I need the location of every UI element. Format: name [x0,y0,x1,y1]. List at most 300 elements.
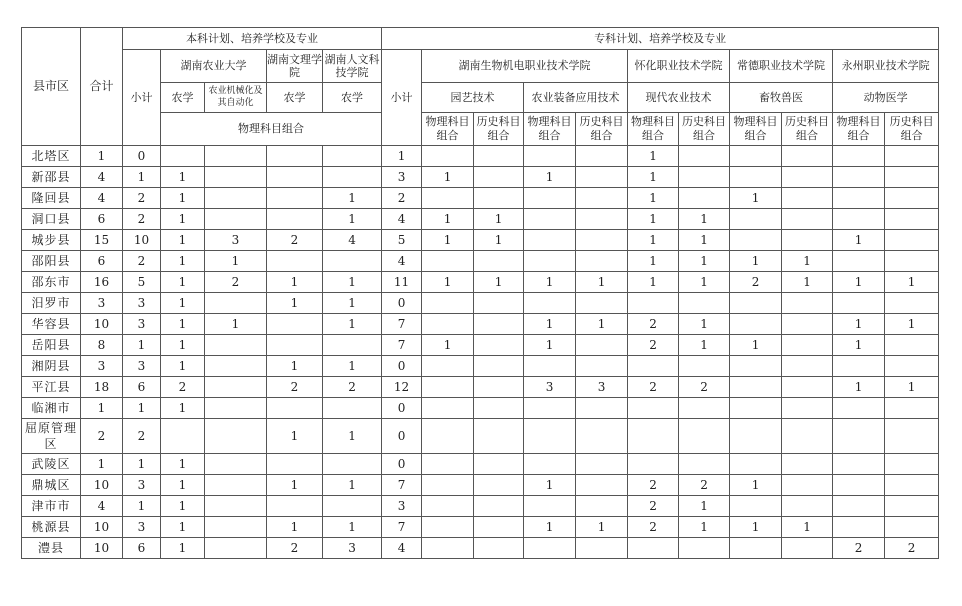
value-cell [885,167,939,188]
value-cell: 1 [885,314,939,335]
value-cell [205,377,267,398]
value-cell [474,356,524,377]
header-combo-hist: 历史科目组合 [885,113,939,146]
value-cell: 1 [323,314,382,335]
value-cell [782,209,833,230]
table-row [22,293,939,314]
value-cell: 5 [382,230,422,251]
value-cell [730,209,782,230]
value-cell: 3 [81,293,123,314]
value-cell [576,188,628,209]
value-cell: 1 [782,272,833,293]
value-cell [782,230,833,251]
value-cell [524,496,576,517]
header-major-zhuan: 园艺技术 [422,83,524,113]
value-cell: 1 [833,230,885,251]
value-cell: 6 [123,538,161,559]
value-cell: 1 [267,356,323,377]
county-cell: 洞口县 [22,209,81,230]
value-cell [474,335,524,356]
document-page [21,27,939,559]
value-cell: 1 [524,167,576,188]
value-cell [885,251,939,272]
header-major-ben: 农业机械化及其自动化 [205,83,267,113]
value-cell [422,356,474,377]
value-cell [323,335,382,356]
header-major-zhuan: 动物医学 [833,83,939,113]
value-cell: 1 [267,293,323,314]
value-cell [782,293,833,314]
value-cell [576,454,628,475]
value-cell: 1 [161,230,205,251]
value-cell [205,398,267,419]
value-cell [679,356,730,377]
header-major-ben: 农学 [323,83,382,113]
county-cell: 澧县 [22,538,81,559]
table-row [22,419,939,454]
value-cell: 7 [382,475,422,496]
value-cell [833,517,885,538]
value-cell [628,454,679,475]
value-cell: 3 [123,475,161,496]
value-cell: 1 [524,314,576,335]
value-cell: 1 [679,272,730,293]
value-cell: 4 [323,230,382,251]
value-cell: 6 [81,209,123,230]
value-cell: 1 [833,335,885,356]
value-cell [628,538,679,559]
value-cell [730,167,782,188]
value-cell [474,146,524,167]
value-cell: 1 [679,314,730,335]
value-cell: 1 [679,209,730,230]
county-cell: 汨罗市 [22,293,81,314]
value-cell [474,475,524,496]
value-cell [730,538,782,559]
value-cell [730,356,782,377]
value-cell [474,517,524,538]
value-cell [833,496,885,517]
value-cell [782,496,833,517]
table-row [22,230,939,251]
value-cell [782,398,833,419]
value-cell: 0 [382,398,422,419]
value-cell [885,356,939,377]
value-cell: 1 [628,230,679,251]
value-cell: 3 [524,377,576,398]
header-school-hhtc: 湖南人文科技学院 [323,50,382,83]
value-cell: 1 [267,475,323,496]
value-cell [205,454,267,475]
value-cell: 1 [474,272,524,293]
value-cell: 2 [833,538,885,559]
value-cell [422,496,474,517]
value-cell: 3 [576,377,628,398]
value-cell: 1 [524,517,576,538]
value-cell [524,538,576,559]
value-cell: 5 [123,272,161,293]
value-cell [267,209,323,230]
value-cell: 1 [323,293,382,314]
header-combo-phys: 物理科目组合 [524,113,576,146]
value-cell: 1 [161,167,205,188]
value-cell [422,517,474,538]
value-cell [474,454,524,475]
value-cell [524,293,576,314]
value-cell: 1 [161,538,205,559]
value-cell: 2 [123,251,161,272]
value-cell [679,167,730,188]
value-cell [323,251,382,272]
value-cell [576,538,628,559]
value-cell [205,293,267,314]
value-cell: 1 [628,251,679,272]
value-cell [885,209,939,230]
value-cell: 1 [161,496,205,517]
value-cell: 1 [161,314,205,335]
value-cell: 11 [382,272,422,293]
value-cell: 4 [382,538,422,559]
value-cell: 1 [833,272,885,293]
value-cell [730,377,782,398]
value-cell: 2 [628,496,679,517]
table-row [22,356,939,377]
value-cell: 1 [161,209,205,230]
value-cell [422,146,474,167]
value-cell: 3 [81,356,123,377]
value-cell: 7 [382,517,422,538]
value-cell [628,398,679,419]
value-cell: 3 [123,293,161,314]
value-cell: 2 [267,377,323,398]
value-cell [323,146,382,167]
value-cell: 16 [81,272,123,293]
value-cell: 1 [161,335,205,356]
value-cell [267,314,323,335]
header-zhuan-group: 专科计划、培养学校及专业 [382,28,939,50]
value-cell: 1 [323,188,382,209]
header-combo-hist: 历史科目组合 [782,113,833,146]
value-cell [205,419,267,454]
value-cell [576,167,628,188]
value-cell [474,496,524,517]
value-cell [833,419,885,454]
header-school-huas: 湖南文理学院 [267,50,323,83]
value-cell: 2 [628,475,679,496]
value-cell: 1 [123,398,161,419]
value-cell [730,314,782,335]
value-cell [267,251,323,272]
value-cell: 1 [474,209,524,230]
value-cell: 1 [161,356,205,377]
county-cell: 临湘市 [22,398,81,419]
value-cell: 1 [161,188,205,209]
value-cell [885,398,939,419]
table-row [22,398,939,419]
value-cell [474,314,524,335]
value-cell: 1 [679,251,730,272]
value-cell [885,496,939,517]
value-cell: 10 [81,517,123,538]
value-cell [205,335,267,356]
value-cell [205,517,267,538]
value-cell [833,251,885,272]
value-cell [628,293,679,314]
value-cell: 2 [123,209,161,230]
table-row [22,475,939,496]
value-cell [576,496,628,517]
value-cell [885,146,939,167]
value-cell: 1 [267,419,323,454]
value-cell [730,454,782,475]
value-cell: 3 [123,356,161,377]
value-cell [833,356,885,377]
value-cell [782,146,833,167]
county-cell: 岳阳县 [22,335,81,356]
value-cell [679,398,730,419]
value-cell [524,146,576,167]
value-cell [474,398,524,419]
value-cell [161,419,205,454]
value-cell [885,517,939,538]
value-cell [422,293,474,314]
value-cell [576,230,628,251]
value-cell: 1 [422,335,474,356]
value-cell [730,230,782,251]
value-cell: 3 [123,314,161,335]
value-cell: 1 [730,517,782,538]
value-cell: 1 [81,398,123,419]
county-cell: 华容县 [22,314,81,335]
value-cell [267,454,323,475]
value-cell [524,188,576,209]
value-cell: 1 [628,146,679,167]
county-cell: 鼎城区 [22,475,81,496]
value-cell: 1 [123,454,161,475]
value-cell [576,398,628,419]
value-cell: 0 [382,454,422,475]
value-cell: 1 [323,475,382,496]
value-cell: 1 [161,272,205,293]
value-cell [730,146,782,167]
value-cell: 1 [524,272,576,293]
county-cell: 武陵区 [22,454,81,475]
value-cell [422,538,474,559]
value-cell: 3 [323,538,382,559]
value-cell: 10 [81,314,123,335]
value-cell [422,398,474,419]
value-cell [782,377,833,398]
value-cell: 3 [123,517,161,538]
enrollment-plan-table [21,27,939,559]
header-combo-phys: 物理科目组合 [730,113,782,146]
value-cell: 2 [81,419,123,454]
header-school-cdvc: 常德职业技术学院 [730,50,833,83]
header-major-zhuan: 现代农业技术 [628,83,730,113]
value-cell: 8 [81,335,123,356]
value-cell: 3 [205,230,267,251]
value-cell [474,419,524,454]
value-cell: 1 [267,517,323,538]
value-cell: 1 [161,517,205,538]
value-cell: 1 [161,475,205,496]
value-cell [833,146,885,167]
header-major-ben: 农学 [267,83,323,113]
county-cell: 北塔区 [22,146,81,167]
header-ben-group: 本科计划、培养学校及专业 [123,28,382,50]
value-cell: 4 [81,496,123,517]
value-cell: 10 [81,475,123,496]
value-cell: 1 [782,517,833,538]
value-cell [679,188,730,209]
value-cell [833,188,885,209]
value-cell: 4 [81,167,123,188]
value-cell: 1 [81,454,123,475]
value-cell [628,356,679,377]
value-cell: 3 [382,496,422,517]
table-row [22,146,939,167]
value-cell [782,419,833,454]
header-ben-subtotal: 小计 [123,50,161,146]
value-cell [782,356,833,377]
value-cell: 15 [81,230,123,251]
value-cell [730,419,782,454]
value-cell [205,356,267,377]
value-cell [205,209,267,230]
value-cell [782,335,833,356]
value-cell [833,209,885,230]
value-cell: 1 [267,272,323,293]
table-row [22,272,939,293]
value-cell [205,188,267,209]
header-combo-hist: 历史科目组合 [576,113,628,146]
value-cell: 6 [81,251,123,272]
value-cell [782,475,833,496]
value-cell [782,188,833,209]
value-cell [205,167,267,188]
value-cell: 1 [422,167,474,188]
table-row [22,538,939,559]
table-row [22,335,939,356]
value-cell [422,251,474,272]
value-cell: 1 [161,293,205,314]
value-cell [679,419,730,454]
value-cell: 1 [161,251,205,272]
value-cell: 1 [205,314,267,335]
value-cell [576,146,628,167]
header-combo-hist: 历史科目组合 [474,113,524,146]
value-cell: 1 [679,517,730,538]
value-cell [524,398,576,419]
header-ben-combo: 物理科目组合 [161,113,382,146]
table-row [22,314,939,335]
value-cell: 1 [576,272,628,293]
value-cell [833,398,885,419]
county-cell: 屈原管理区 [22,419,81,454]
value-cell [833,475,885,496]
value-cell: 1 [782,251,833,272]
value-cell: 1 [679,496,730,517]
value-cell: 1 [323,356,382,377]
value-cell [205,146,267,167]
header-school-hunau: 湖南农业大学 [161,50,267,83]
table-header [22,28,939,146]
value-cell: 1 [323,517,382,538]
header-county: 县市区 [22,28,81,146]
table-row [22,517,939,538]
value-cell [474,251,524,272]
value-cell [267,188,323,209]
value-cell [782,314,833,335]
value-cell [205,538,267,559]
value-cell [422,475,474,496]
value-cell: 2 [161,377,205,398]
value-cell [474,293,524,314]
value-cell: 7 [382,335,422,356]
value-cell [730,398,782,419]
value-cell [422,188,474,209]
value-cell: 1 [576,314,628,335]
value-cell: 1 [524,335,576,356]
county-cell: 邵阳县 [22,251,81,272]
value-cell [422,377,474,398]
value-cell: 0 [382,356,422,377]
value-cell: 1 [422,209,474,230]
value-cell: 4 [382,251,422,272]
value-cell [323,398,382,419]
value-cell [474,538,524,559]
value-cell [576,419,628,454]
value-cell [267,167,323,188]
value-cell: 1 [161,454,205,475]
value-cell: 0 [123,146,161,167]
value-cell: 1 [885,272,939,293]
value-cell [422,314,474,335]
value-cell: 1 [474,230,524,251]
value-cell [885,454,939,475]
value-cell: 2 [382,188,422,209]
value-cell [474,167,524,188]
value-cell: 1 [422,230,474,251]
value-cell: 18 [81,377,123,398]
table-body [22,146,939,559]
table-row [22,188,939,209]
value-cell [576,335,628,356]
value-cell [524,209,576,230]
value-cell: 2 [123,188,161,209]
value-cell: 2 [628,517,679,538]
value-cell: 1 [628,209,679,230]
value-cell [267,398,323,419]
value-cell: 2 [628,314,679,335]
value-cell: 1 [123,335,161,356]
header-combo-hist: 历史科目组合 [679,113,730,146]
value-cell: 0 [382,419,422,454]
value-cell: 1 [833,377,885,398]
value-cell: 1 [576,517,628,538]
value-cell: 1 [628,167,679,188]
value-cell [576,251,628,272]
header-school-hhvc: 怀化职业技术学院 [628,50,730,83]
value-cell: 1 [730,475,782,496]
value-cell [422,419,474,454]
value-cell [524,356,576,377]
value-cell: 1 [628,188,679,209]
value-cell: 1 [885,377,939,398]
header-combo-phys: 物理科目组合 [833,113,885,146]
value-cell [885,475,939,496]
header-zhuan-subtotal: 小计 [382,50,422,146]
